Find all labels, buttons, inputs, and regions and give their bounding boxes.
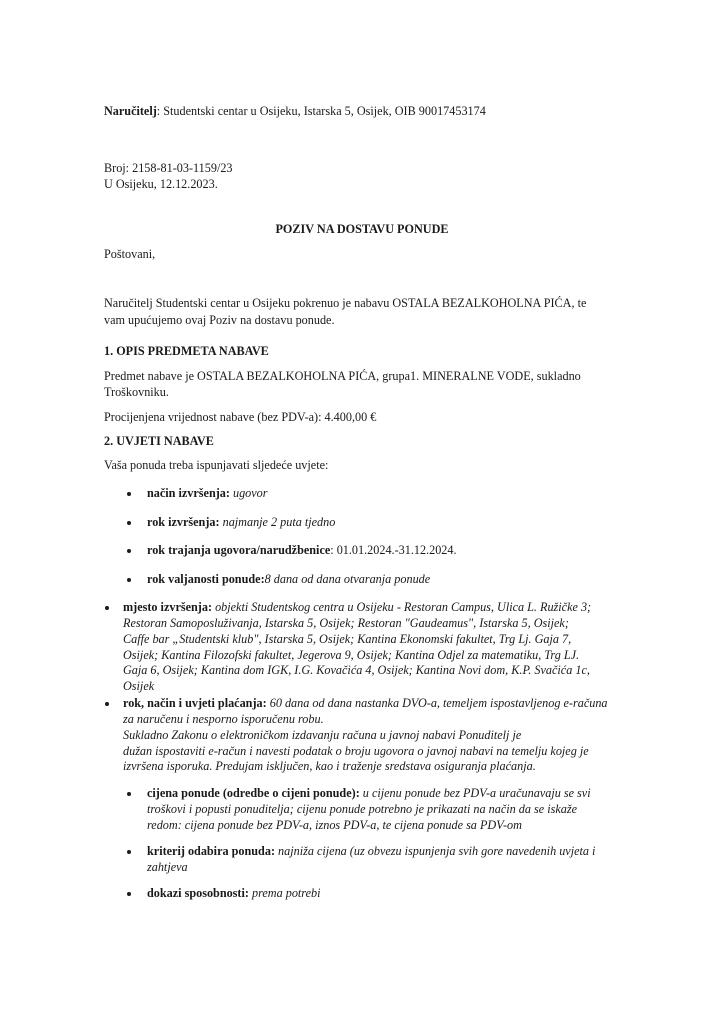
contracting-authority-value: : Studentski centar u Osijeku, Istarska 5, Osijek, OIB 90017453174 <box>156 104 486 118</box>
item-payment-terms: rok, način i uvjeti plaćanja: 60 dana od dana nastanka DVO-a, temeljem ispostavljenog e-računa za naručenu i nesporno isporučenu robu. Sukladno Zakonu o elektroničkom izdavanju računa u javnoj nabavi Ponuditelj je dužan ispostaviti e-račun i navesti podatak o broju ugovora o javnoj nabavi na temelju kojeg je izvršena isporuka. Predujam isključen, kao i traženje sredstava osiguranja plaćanja. <box>123 696 608 774</box>
place-date: U Osijeku, 12.12.2023. <box>104 177 218 191</box>
bullet-icon <box>127 492 131 496</box>
section-1-line-2: Troškovniku. <box>104 385 169 399</box>
item-execution-deadline: rok izvršenja: najmanje 2 puta tjedno <box>147 515 336 529</box>
bullet-icon <box>127 850 131 854</box>
bullet-icon <box>105 702 109 706</box>
intro-line-2: vam upućujemo ovaj Poziv na dostavu ponude. <box>104 313 335 327</box>
bullet-icon <box>127 792 131 796</box>
intro-line-1: Naručitelj Studentski centar u Osijeku pokrenuo je nabavu OSTALA BEZALKOHOLNA PIĆA, te <box>104 296 587 310</box>
section-2-intro: Vaša ponuda treba ispunjavati sljedeće uvjete: <box>104 458 329 472</box>
contracting-authority-label: Naručitelj <box>104 104 157 118</box>
item-contract-duration: rok trajanja ugovora/narudžbenice: 01.01.2024.-31.12.2024. <box>147 543 457 557</box>
item-capability-proof: dokazi sposobnosti: prema potrebi <box>147 886 321 900</box>
section-1-line-1: Predmet nabave je OSTALA BEZALKOHOLNA PIĆA, grupa1. MINERALNE VODE, sukladno <box>104 369 581 383</box>
document-title: POZIV NA DOSTAVU PONUDE <box>275 222 449 236</box>
bullet-icon <box>127 892 131 896</box>
bullet-icon <box>127 578 131 582</box>
item-execution-place: mjesto izvršenja: objekti Studentskog centra u Osijeku - Restoran Campus, Ulica L. Ružičke 3; Restoran Samoposluživanja, Istarska 5, Osijek; Restoran "Gaudeamus", Istarska 5, Osijek; Caffe bar „Studentski klub", Istarska 5, Osijek; Kantina Ekonomski fakultet, Trg Lj. Gaja 7, Osijek; Kantina Filozofski fakultet, Jegerova 9, Osijek; Kantina Odjel za matematiku, Trg LJ. Gaja 6, Osijek; Kantina dom IGK, I.G. Kovačića 4, Osijek; Kantina Novi dom, K.P. Svačića 1c, Osijek <box>123 600 592 694</box>
item-selection-criterion: kriterij odabira ponuda: najniža cijena (uz obvezu ispunjenja svih gore navedenih uvjeta i zahtjeva <box>147 844 596 874</box>
item-execution-method: način izvršenja: ugovor <box>147 486 268 500</box>
item-offer-validity: rok valjanosti ponude:8 dana od dana otvaranja ponude <box>147 572 431 586</box>
section-2-heading: 2. UVJETI NABAVE <box>104 434 214 448</box>
reference-number: Broj: 2158-81-03-1159/23 <box>104 161 233 175</box>
bullet-icon <box>127 549 131 553</box>
estimated-value: Procijenjena vrijednost nabave (bez PDV-a): 4.400,00 € <box>104 410 377 424</box>
section-1-heading: 1. OPIS PREDMETA NABAVE <box>104 344 269 358</box>
bullet-icon <box>127 521 131 525</box>
item-offer-price: cijena ponude (odredbe o cijeni ponude): u cijenu ponude bez PDV-a uračunavaju se svi troškovi i popusti ponuditelja; cijenu ponude potrebno je prikazati na način da se iskaže redom: cijena ponude bez PDV-a, iznos PDV-a, te cijena ponude sa PDV-om <box>147 786 591 832</box>
contracting-authority-line <box>104 104 486 120</box>
bullet-icon <box>105 606 109 610</box>
greeting: Poštovani, <box>104 247 156 261</box>
